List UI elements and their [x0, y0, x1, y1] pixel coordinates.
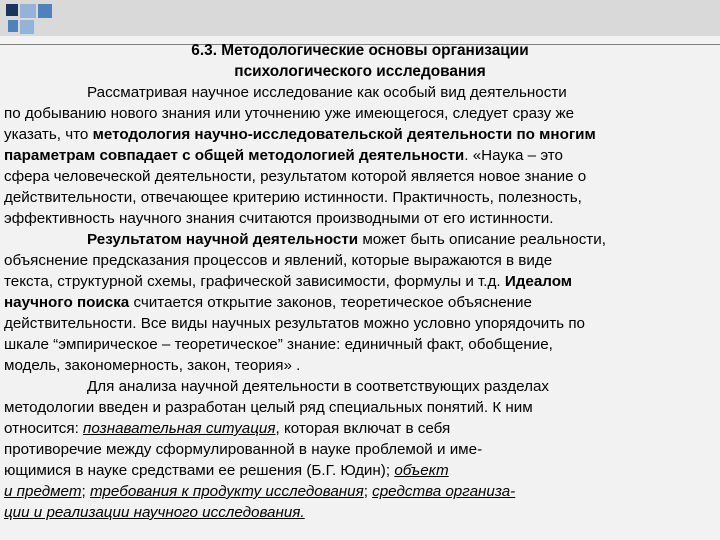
text-span: указать, что [4, 126, 93, 143]
decor-square-mid-2 [8, 20, 18, 32]
text-line: шкале “эмпирическое – теоретическое” знание: единичный факт, обобщение, [4, 336, 553, 353]
title-line-2: психологического исследования [234, 63, 486, 80]
text-line: по добыванию нового знания или уточнению уже имеющегося, следует сразу же [4, 105, 575, 122]
paragraph-1 [4, 82, 716, 229]
text-line [4, 460, 716, 481]
text-line [4, 481, 716, 502]
page-title [4, 40, 716, 82]
text-line [4, 292, 716, 313]
text-line [4, 145, 716, 166]
text-line: сфера человеческой деятельности, результатом которой является новое знание о [4, 168, 587, 185]
text-line: методологии введен и разработан целый ряд специальных понятий. К ним [4, 399, 533, 416]
text-line: эффективность научного знания считаются производными от его истинности. [4, 210, 554, 227]
document-text [4, 40, 716, 523]
text-line [4, 229, 716, 250]
bold-text: Результатом научной деятельности [87, 231, 359, 248]
text-line [4, 502, 716, 523]
underlined-term: объект [394, 462, 449, 479]
decor-square-light-1 [20, 4, 36, 18]
decor-square-mid-1 [38, 4, 52, 18]
text-line: Для анализа научной деятельности в соответствующих разделах [87, 378, 549, 395]
text-line [4, 124, 716, 145]
text-span: , которая включат в себя [275, 420, 451, 437]
paragraph-3 [4, 376, 716, 523]
bold-text: научного поиска [4, 294, 130, 311]
text-span: ; [363, 483, 373, 500]
decor-square-light-2 [20, 20, 34, 34]
text-span: текста, структурной схемы, графической зависимости, формулы и т.д. [4, 273, 505, 290]
text-line: Рассматривая научное исследование как особый вид деятельности [87, 84, 567, 101]
paragraph-2 [4, 229, 716, 376]
underlined-term: и предмет [4, 483, 82, 500]
text-line [4, 418, 716, 439]
text-line: действительности. Все виды научных результатов можно условно упорядочить по [4, 315, 585, 332]
text-span: . «Наука – это [464, 147, 563, 164]
bold-text: Идеалом [504, 273, 573, 290]
underlined-term: ции и реализации научного исследования. [4, 504, 305, 521]
bold-text: методология научно-исследовательской деятельности по многим [92, 126, 596, 143]
underlined-term: требования к продукту исследования [89, 483, 364, 500]
text-line [4, 271, 716, 292]
text-line: противоречие между сформулированной в науке проблемой и име- [4, 441, 483, 458]
decor-square-dark-1 [6, 4, 18, 16]
text-line: действительности, отвечающее критерию истинности. Практичность, полезность, [4, 189, 582, 206]
text-span: ющимися в науке средствами ее решения (Б.Г. Юдин); [4, 462, 395, 479]
underlined-term: познавательная ситуация [83, 420, 276, 437]
text-span: относится: [4, 420, 84, 437]
title-line-1: 6.3. Методологические основы организации [191, 42, 529, 59]
text-span: считается открытие законов, теоретическое объяснение [129, 294, 532, 311]
text-span: ; [81, 483, 90, 500]
text-line: модель, закономерность, закон, теория» . [4, 357, 301, 374]
text-span: может быть описание реальности, [358, 231, 606, 248]
underlined-term: средства организа- [372, 483, 516, 500]
text-line: объяснение предсказания процессов и явлений, которые выражаются в виде [4, 252, 553, 269]
bold-text: параметрам совпадает с общей методологией деятельности [4, 147, 465, 164]
